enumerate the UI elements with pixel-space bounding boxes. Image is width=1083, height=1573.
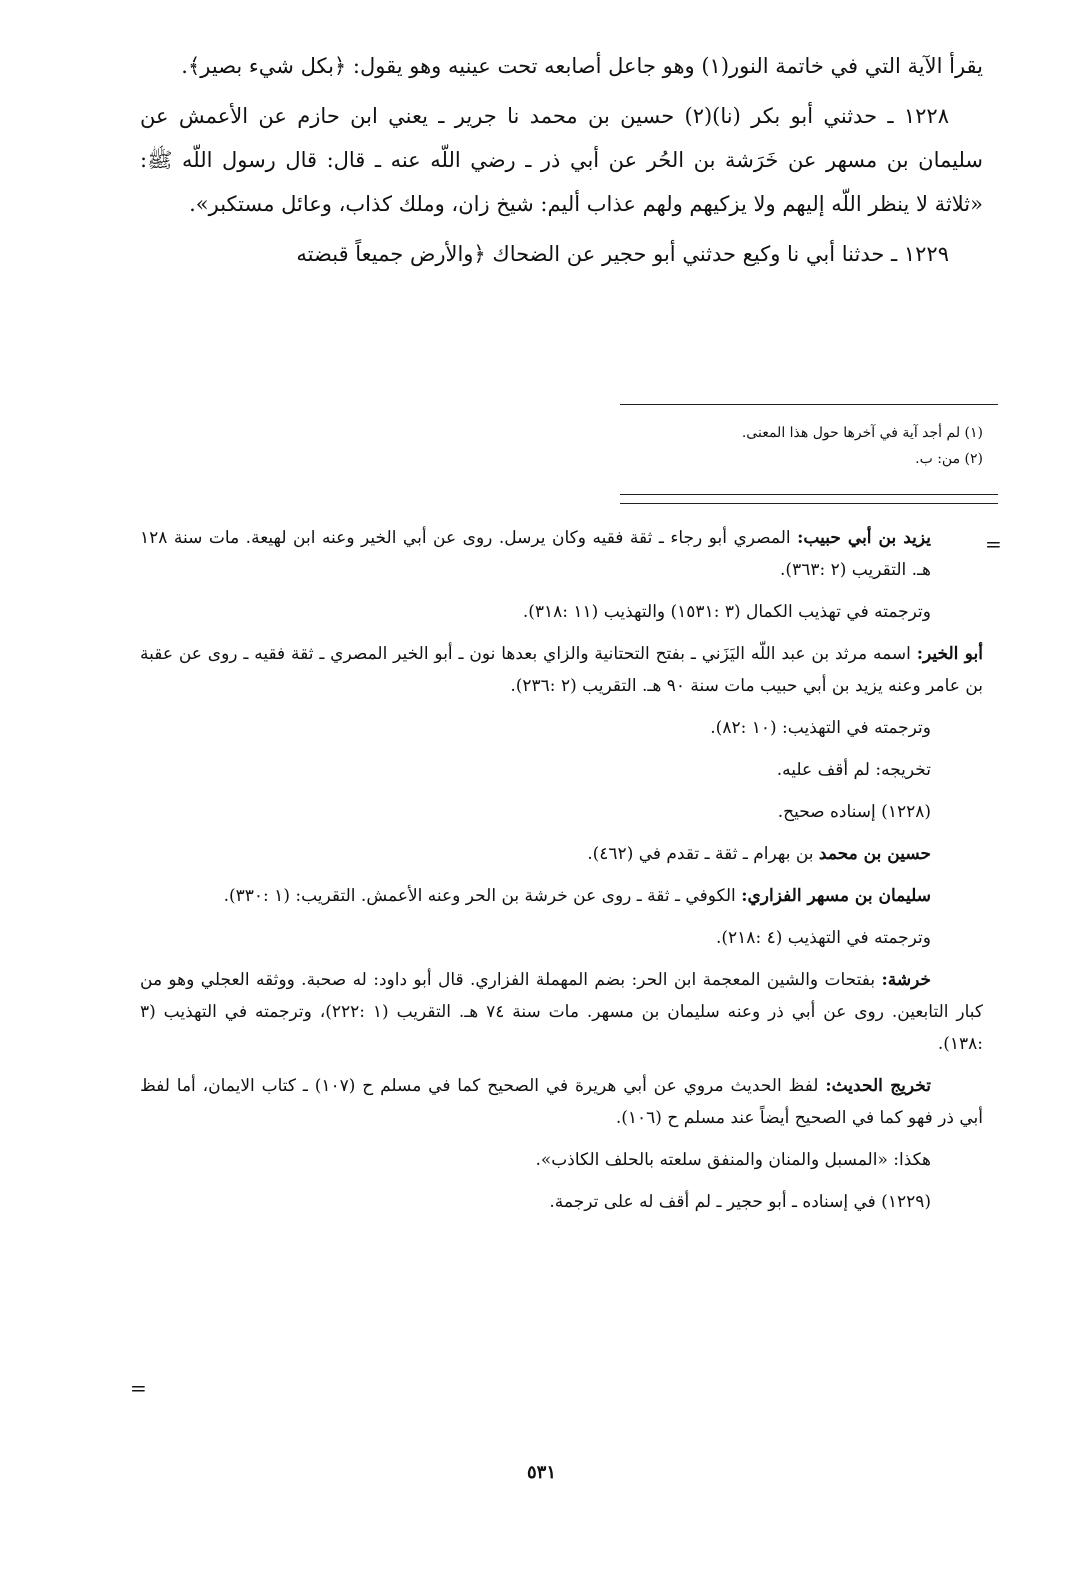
main-paragraph: يقرأ الآية التي في خاتمة النور(١) وهو جاعل أصابعه تحت عينيه وهو يقول: ﴿بكل شيء بصير﴾.	[181, 54, 983, 78]
narrator-name: سليمان بن مسهر الفزاري:	[741, 886, 931, 906]
narrator-name: أبو الخير:	[916, 644, 984, 664]
kharasha-entry: خرشة: بفتحات والشين المعجمة ابن الحر: بضم المهملة الفزاري. قال أبو داود: له صحبة. ووثقه العجلي وهو من كبار التابعين. روى عن أبي ذر وعنه سليمان بن مسهر. مات سنة ٧٤ هـ. التقريب (١ :٢٢٢)، وترجمته في التهذيب (٣ :١٣٨).	[140, 970, 983, 1054]
isnad-1229: (١٢٢٩) في إسناده ـ أبو حجير ـ لم أقف له على ترجمة.	[549, 1192, 931, 1212]
takhrij-hadith: تخريج الحديث: لفظ الحديث مروي عن أبي هريرة في الصحيح كما في مسلم ح (١٠٧) ـ كتاب الايمان، أما لفظ أبي ذر فهو كما في الصحيح أيضاً عند مسلم ح (١٠٦).	[140, 1076, 983, 1128]
sulayman-entry: سليمان بن مسهر الفزاري: الكوفي ـ ثقة ـ روى عن خرشة بن الحر وعنه الأعمش. التقريب: (١ :٣٣٠).	[223, 886, 931, 906]
footnote-2: (٢) من: ب.	[915, 451, 983, 467]
section-label: تخريج الحديث:	[825, 1076, 932, 1096]
commentary-separator-bottom	[620, 503, 998, 504]
narrator-name: يزيد بن أبي حبيب:	[797, 528, 931, 548]
hadith-1228: ١٢٢٨ ـ حدثني أبو بكر (نا)(٢) حسين بن محمد نا جرير ـ يعني ابن حازم عن الأعمش عن سليمان بن مسهر عن خَرَشة بن الحُر عن أبي ذر ـ رضي اللّه عنه ـ قال: قال رسول اللّه ﷺ: «ثلاثة لا ينظر اللّه إليهم ولا يزكيهم ولهم عذاب أليم: شيخ زان، وملك كذاب، وعائل مستكبر».	[140, 104, 983, 216]
husayn-entry: حسين بن محمد بن بهرام ـ ثقة ـ تقدم في (٤٦٢).	[587, 844, 931, 864]
continuation-mark-bottom: =	[130, 1376, 147, 1400]
hadith-1229: ١٢٢٩ ـ حدثنا أبي نا وكيع حدثني أبو حجير عن الضحاك ﴿والأرض جميعاً قبضته	[296, 242, 949, 266]
footnotes	[140, 420, 983, 472]
narrator-name: حسين بن محمد	[818, 844, 931, 864]
footnote-1: (١) لم أجد آية في آخرها حول هذا المعنى.	[741, 425, 983, 441]
takhrij-1227: تخريجه: لم أقف عليه.	[776, 760, 931, 780]
narrator-name: خرشة:	[881, 970, 931, 990]
footnote-separator	[620, 404, 998, 405]
continuation-mark-top: =	[985, 532, 1002, 556]
hakadha-note: هكذا: «المسبل والمنان والمنفق سلعته بالحلف الكاذب».	[535, 1150, 931, 1170]
abulkhayr-tarjama: وترجمته في التهذيب: (١٠ :٨٢).	[710, 718, 931, 738]
commentary	[140, 522, 983, 1228]
commentary-separator-top	[620, 494, 998, 495]
yazid-tarjama: وترجمته في تهذيب الكمال (٣ :١٥٣١) والتهذيب (١١ :٣١٨).	[522, 602, 931, 622]
sulayman-tarjama: وترجمته في التهذيب (٤ :٢١٨).	[716, 928, 931, 948]
abulkhayr-entry: أبو الخير: اسمه مرثد بن عبد اللّه اليَزَني ـ بفتح التحتانية والزاي بعدها نون ـ أبو الخير المصري ـ ثقة فقيه ـ روى عن عقبة بن عامر وعنه يزيد بن أبي حبيب مات سنة ٩٠ هـ. التقريب (٢ :٢٣٦).	[140, 644, 984, 696]
yazid-entry: يزيد بن أبي حبيب: المصري أبو رجاء ـ ثقة فقيه وكان يرسل. روى عن أبي الخير وعنه ابن لهيعة. مات سنة ١٢٨ هـ. التقريب (٢ :٣٦٣).	[140, 528, 931, 580]
isnad-1228: (١٢٢٨) إسناده صحيح.	[777, 802, 931, 822]
page-number: ٥٣١	[526, 1462, 556, 1483]
main-text	[140, 44, 983, 276]
